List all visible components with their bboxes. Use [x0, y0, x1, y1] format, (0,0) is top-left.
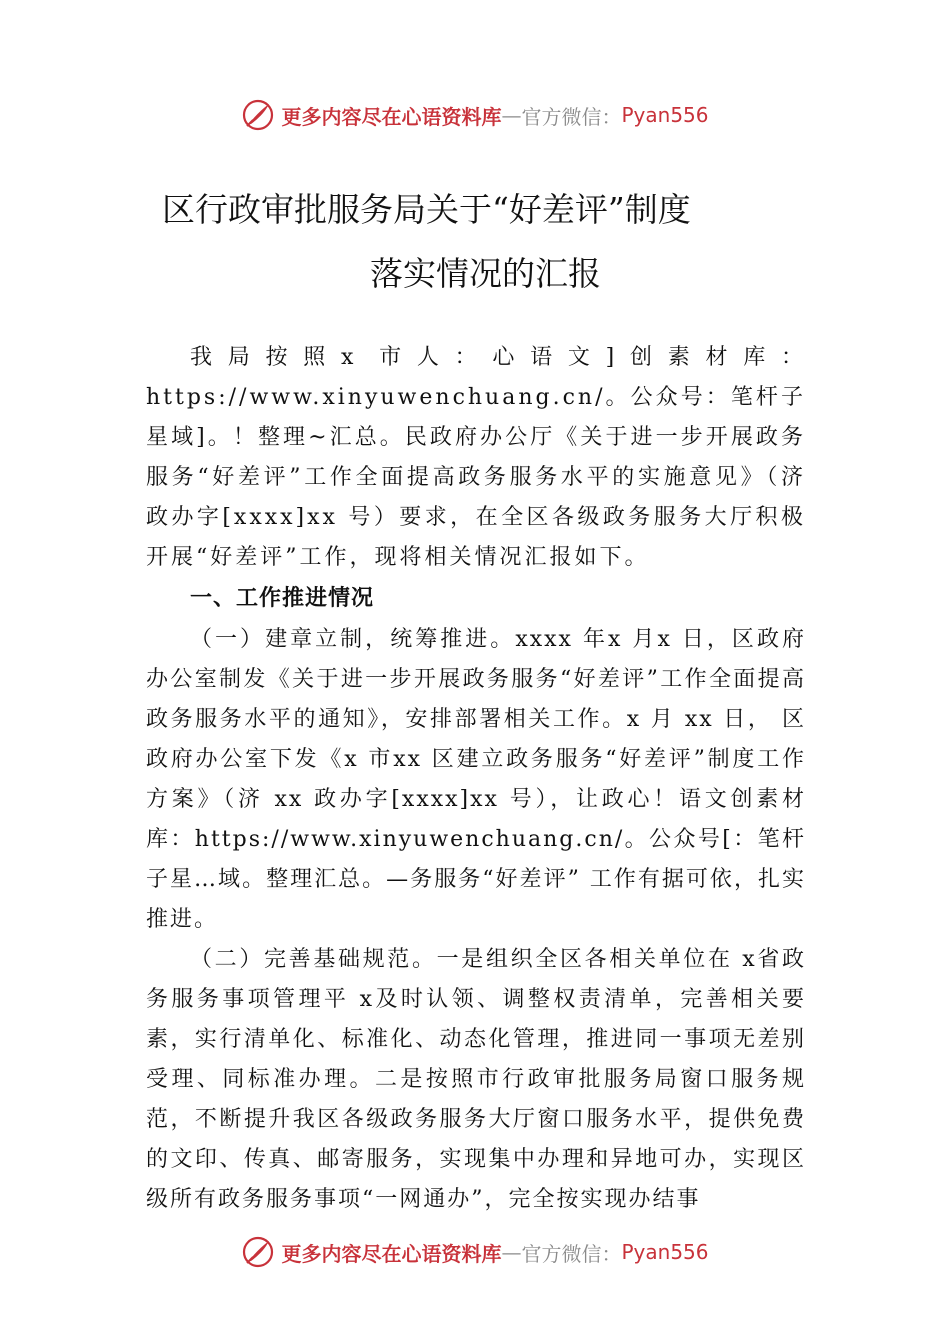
- watermark-banner-top: [0, 95, 950, 135]
- watermark-separator: —: [501, 103, 522, 127]
- item-paragraph-1: （一）建章立制，统筹推进。xxxx 年x 月x 日，区政府办公室制发《关于进一步开展政务服务“好差评”工作全面提高政务服务水平的通知》，安排部署相关工作。x 月 xx 日， 区政府办公室下发《x 市xx 区建立政务服务“好差评”制度工作方案》（济 xx 政办字[xxxx]xx 号），让政心！语文创素材库：https://www.xinyuwenchuang.cn/。公众号[：笔杆子星…域。整理汇总。—务服务“好差评” 工作有据可依，扎实推进。: [146, 627, 806, 932]
- item-paragraph-2: （二）完善基础规范。一是组织全区各相关单位在 x省政务服务事项管理平 x及时认领、调整权责清单，完善相关要素，实行清单化、标准化、动态化管理，推进同一事项无差别受理、同标准办理。二是按照市行政审批服务局窗口服务规范，不断提升我区各级政务服务大厅窗口服务水平，提供免费的文印、传真、邮寄服务，实现集中办理和异地可办，实现区级所有政务服务事项“一网通办”，完全按实现办结事: [146, 947, 806, 1212]
- document-body: [146, 338, 806, 1220]
- watermark-text: 更多内容尽在心语资料库: [281, 104, 502, 129]
- section-heading: 一、工作推进情况: [190, 586, 375, 611]
- watermark-contact: 官方微信：: [521, 1241, 622, 1266]
- watermark-separator: —: [501, 1240, 522, 1264]
- quill-pen-logo-icon: [241, 1235, 275, 1269]
- intro-paragraph: 我局按照x 市人：心语文]创素材库：https://www.xinyuwenchuang.cn/。公众号：笔杆子星域]。！整理~汇总。民政府办公厅《关于进一步开展政务服务“好差评”工作全面提高政务服务水平的实施意见》（济政办字[xxxx]xx 号）要求，在全区各级政务服务大厅积极开展“好差评”工作，现将相关情况汇报如下。: [146, 345, 806, 570]
- watermark-handle: Pyan556: [621, 103, 709, 127]
- document-title-line1: 区行政审批服务局关于“好差评”制度: [162, 190, 691, 229]
- quill-pen-logo-icon: [241, 98, 275, 132]
- document-title-line2: 落实情况的汇报: [370, 254, 601, 293]
- watermark-text: 更多内容尽在心语资料库: [281, 1241, 502, 1266]
- watermark-banner-bottom: [0, 1232, 950, 1272]
- watermark-contact: 官方微信：: [521, 104, 622, 129]
- watermark-handle: Pyan556: [621, 1240, 709, 1264]
